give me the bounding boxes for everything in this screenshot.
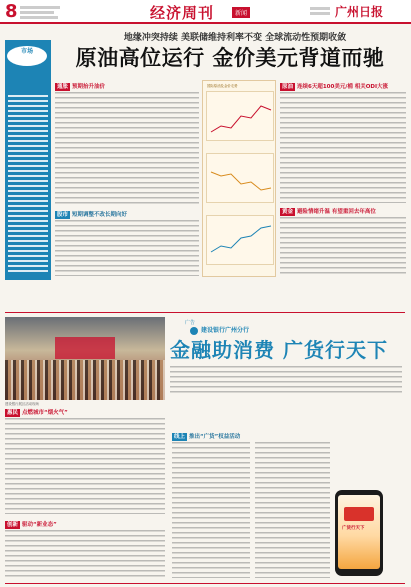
article-text-block [5,530,165,580]
section-name: 经济周刊 [150,4,215,22]
chart-caption: 国际原油及金价走势 [207,84,238,88]
promo-banner [344,507,374,521]
phone-screen [338,495,380,569]
promo-text: 广货行天下 [342,526,365,531]
chart-panel-1 [206,91,274,141]
intro-sidebar [5,40,51,280]
section-heading-online [172,432,240,441]
section-heading-gold [280,207,376,216]
line-chart-3 [207,216,275,266]
event-photo [5,317,165,400]
section-title: 点燃城市“烟火气” [22,410,68,416]
chart-panel-2 [206,153,274,203]
section-heading-consumer [5,408,68,417]
article-text-block [280,217,406,277]
page-number: 8 [5,1,18,22]
feature-lead [170,366,402,396]
section-heading-oil [280,82,388,91]
section-title: 短期调整不改长期向好 [72,212,128,218]
header-meta [20,4,60,19]
story-headline: 原油高位运行 金价美元背道而驰 [75,45,385,70]
market-tag [7,46,47,66]
section-tag: 新闻 [232,7,250,18]
article-text-block [172,442,250,580]
section-heading-stocks [55,210,127,219]
section-badge: 创新 [7,522,19,528]
phone-mockup [335,490,383,576]
market-tag-label: 市场 [20,48,33,55]
date-meta [310,5,330,15]
series-title: 建设银行广州分行 [201,327,250,334]
intro-text-block [8,95,48,275]
section-badge: 原油 [282,84,294,90]
photo-booth [55,337,115,359]
section-divider [5,312,405,313]
price-charts-panel [202,80,276,277]
section-title: 预期抬升油价 [72,84,106,90]
article-text-block [55,220,199,278]
chart-panel-3 [206,215,274,265]
section-title: 推出“广货”权益活动 [189,434,241,440]
section-title: 连续6天超100美元/桶 相关ODI大涨 [297,84,389,90]
page-header [0,0,411,24]
section-badge: 黄金 [282,209,294,215]
ad-tag: 广告 [185,320,196,326]
newspaper-masthead: 广州日报 [335,5,384,19]
article-text-block [255,442,330,580]
section-title: 避险情绪升温 有望重回去年高位 [297,209,376,215]
line-chart-2 [207,154,275,204]
article-text-block [5,418,165,516]
section-heading-innovation [5,520,57,529]
section-badge: 惠民 [7,410,19,416]
section-badge: 股市 [57,212,69,218]
photo-crowd [5,360,165,400]
story-subhead: 地缘冲突持续 美联储维持利率不变 全球流动性预期收敛 [123,33,347,43]
section-badge: 线上 [174,434,186,440]
photo-caption: 建设银行展区活动现场 [5,402,39,406]
line-chart-1 [207,92,275,142]
article-text-block [280,92,406,205]
feature-headline: 金融助消费 广货行天下 [170,338,388,362]
section-heading-inflation [55,82,105,91]
page-footer-rule [5,583,405,584]
section-badge: 通胀 [57,84,69,90]
section-title: 驱动“新业态” [22,522,57,528]
article-text-block [55,92,199,207]
